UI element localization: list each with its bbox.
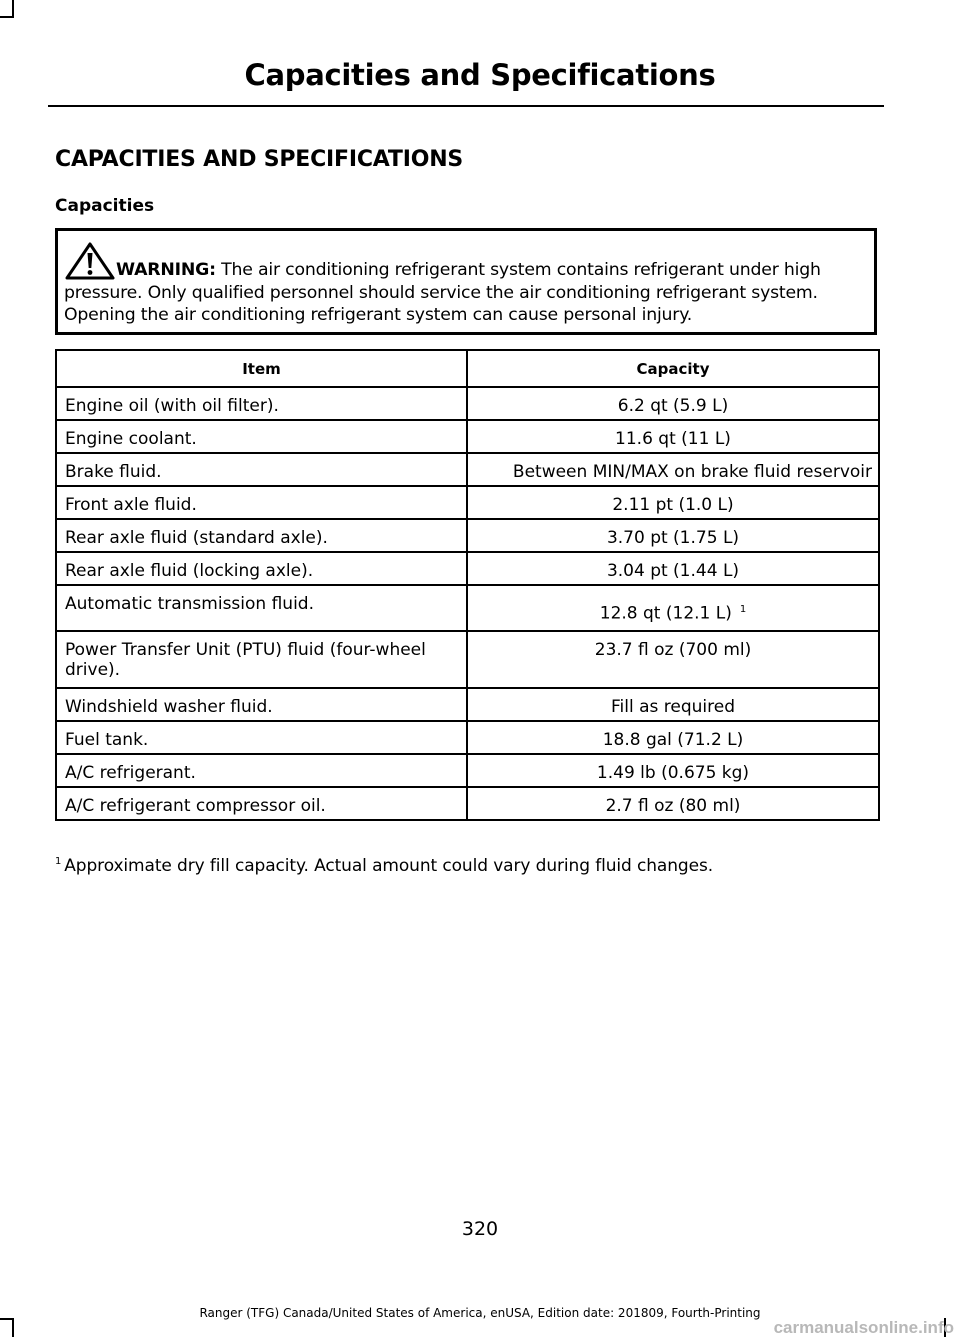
warning-text	[64, 259, 864, 327]
capacity-cell: 11.6 qt (11 L)	[467, 420, 879, 453]
warning-label: WARNING:	[116, 260, 216, 280]
page-number: 320	[461, 1218, 499, 1240]
footnote-ref: 1	[739, 604, 747, 615]
table-row	[56, 453, 879, 486]
item-cell: Windshield washer fluid.	[56, 688, 467, 721]
table-row	[56, 486, 879, 519]
capacity-cell: 18.8 gal (71.2 L)	[467, 721, 879, 754]
table-row	[56, 519, 879, 552]
capacity-cell: 23.7 fl oz (700 ml)	[467, 631, 879, 688]
capacity-cell: 6.2 qt (5.9 L)	[467, 387, 879, 420]
footnote-text: Approximate dry fill capacity. Actual amount could vary during fluid changes.	[64, 856, 714, 876]
capacity-cell	[467, 585, 879, 631]
item-cell: Rear axle fluid (standard axle).	[56, 519, 467, 552]
column-header-item: Item	[56, 350, 467, 387]
capacity-value: 12.8 qt (12.1 L)	[599, 603, 732, 624]
capacity-cell: 2.11 pt (1.0 L)	[467, 486, 879, 519]
item-cell: Automatic transmission fluid.	[56, 585, 467, 631]
table-row	[56, 585, 879, 631]
subsection-title: Capacities	[55, 196, 155, 216]
item-cell: A/C refrigerant compressor oil.	[56, 787, 467, 820]
capacity-cell: 3.70 pt (1.75 L)	[467, 519, 879, 552]
item-cell: Rear axle fluid (locking axle).	[56, 552, 467, 585]
footnote	[55, 856, 713, 876]
item-cell: Engine coolant.	[56, 420, 467, 453]
footnote-mark: 1	[55, 856, 62, 868]
capacity-cell: 3.04 pt (1.44 L)	[467, 552, 879, 585]
warning-body: The air conditioning refrigerant system contains refrigerant under high pressure. Only qualified personnel should service the air conditioning refrigerant system. Opening the air conditioning refrigerant system can cause personal injury.	[64, 260, 821, 325]
item-cell: Brake fluid.	[56, 453, 467, 486]
watermark-link[interactable]: carmanualsonline.info	[773, 1318, 954, 1337]
item-cell: Power Transfer Unit (PTU) fluid (four-wheel drive).	[56, 631, 467, 688]
item-cell: A/C refrigerant.	[56, 754, 467, 787]
table-row	[56, 721, 879, 754]
crop-mark	[12, 0, 14, 16]
capacity-cell: 1.49 lb (0.675 kg)	[467, 754, 879, 787]
table-row	[56, 552, 879, 585]
table-row	[56, 688, 879, 721]
warning-box	[55, 228, 877, 335]
table-row	[56, 387, 879, 420]
table-header-row	[56, 350, 879, 387]
table-row	[56, 631, 879, 688]
capacities-table	[55, 349, 880, 821]
column-header-capacity: Capacity	[467, 350, 879, 387]
capacity-cell: Between MIN/MAX on brake fluid reservoir	[467, 453, 879, 486]
item-cell: Engine oil (with oil filter).	[56, 387, 467, 420]
item-cell: Fuel tank.	[56, 721, 467, 754]
capacity-cell: 2.7 fl oz (80 ml)	[467, 787, 879, 820]
table-row	[56, 787, 879, 820]
crop-mark	[0, 16, 14, 18]
section-title: CAPACITIES AND SPECIFICATIONS	[55, 147, 464, 172]
table-row	[56, 420, 879, 453]
header-rule	[48, 105, 884, 107]
crop-mark	[12, 1318, 14, 1337]
item-cell: Front axle fluid.	[56, 486, 467, 519]
running-header: Capacities and Specifications	[244, 58, 716, 92]
edition-footer: Ranger (TFG) Canada/United States of America, enUSA, Edition date: 201809, Fourth-Printing	[199, 1306, 761, 1320]
table-row	[56, 754, 879, 787]
capacity-cell: Fill as required	[467, 688, 879, 721]
